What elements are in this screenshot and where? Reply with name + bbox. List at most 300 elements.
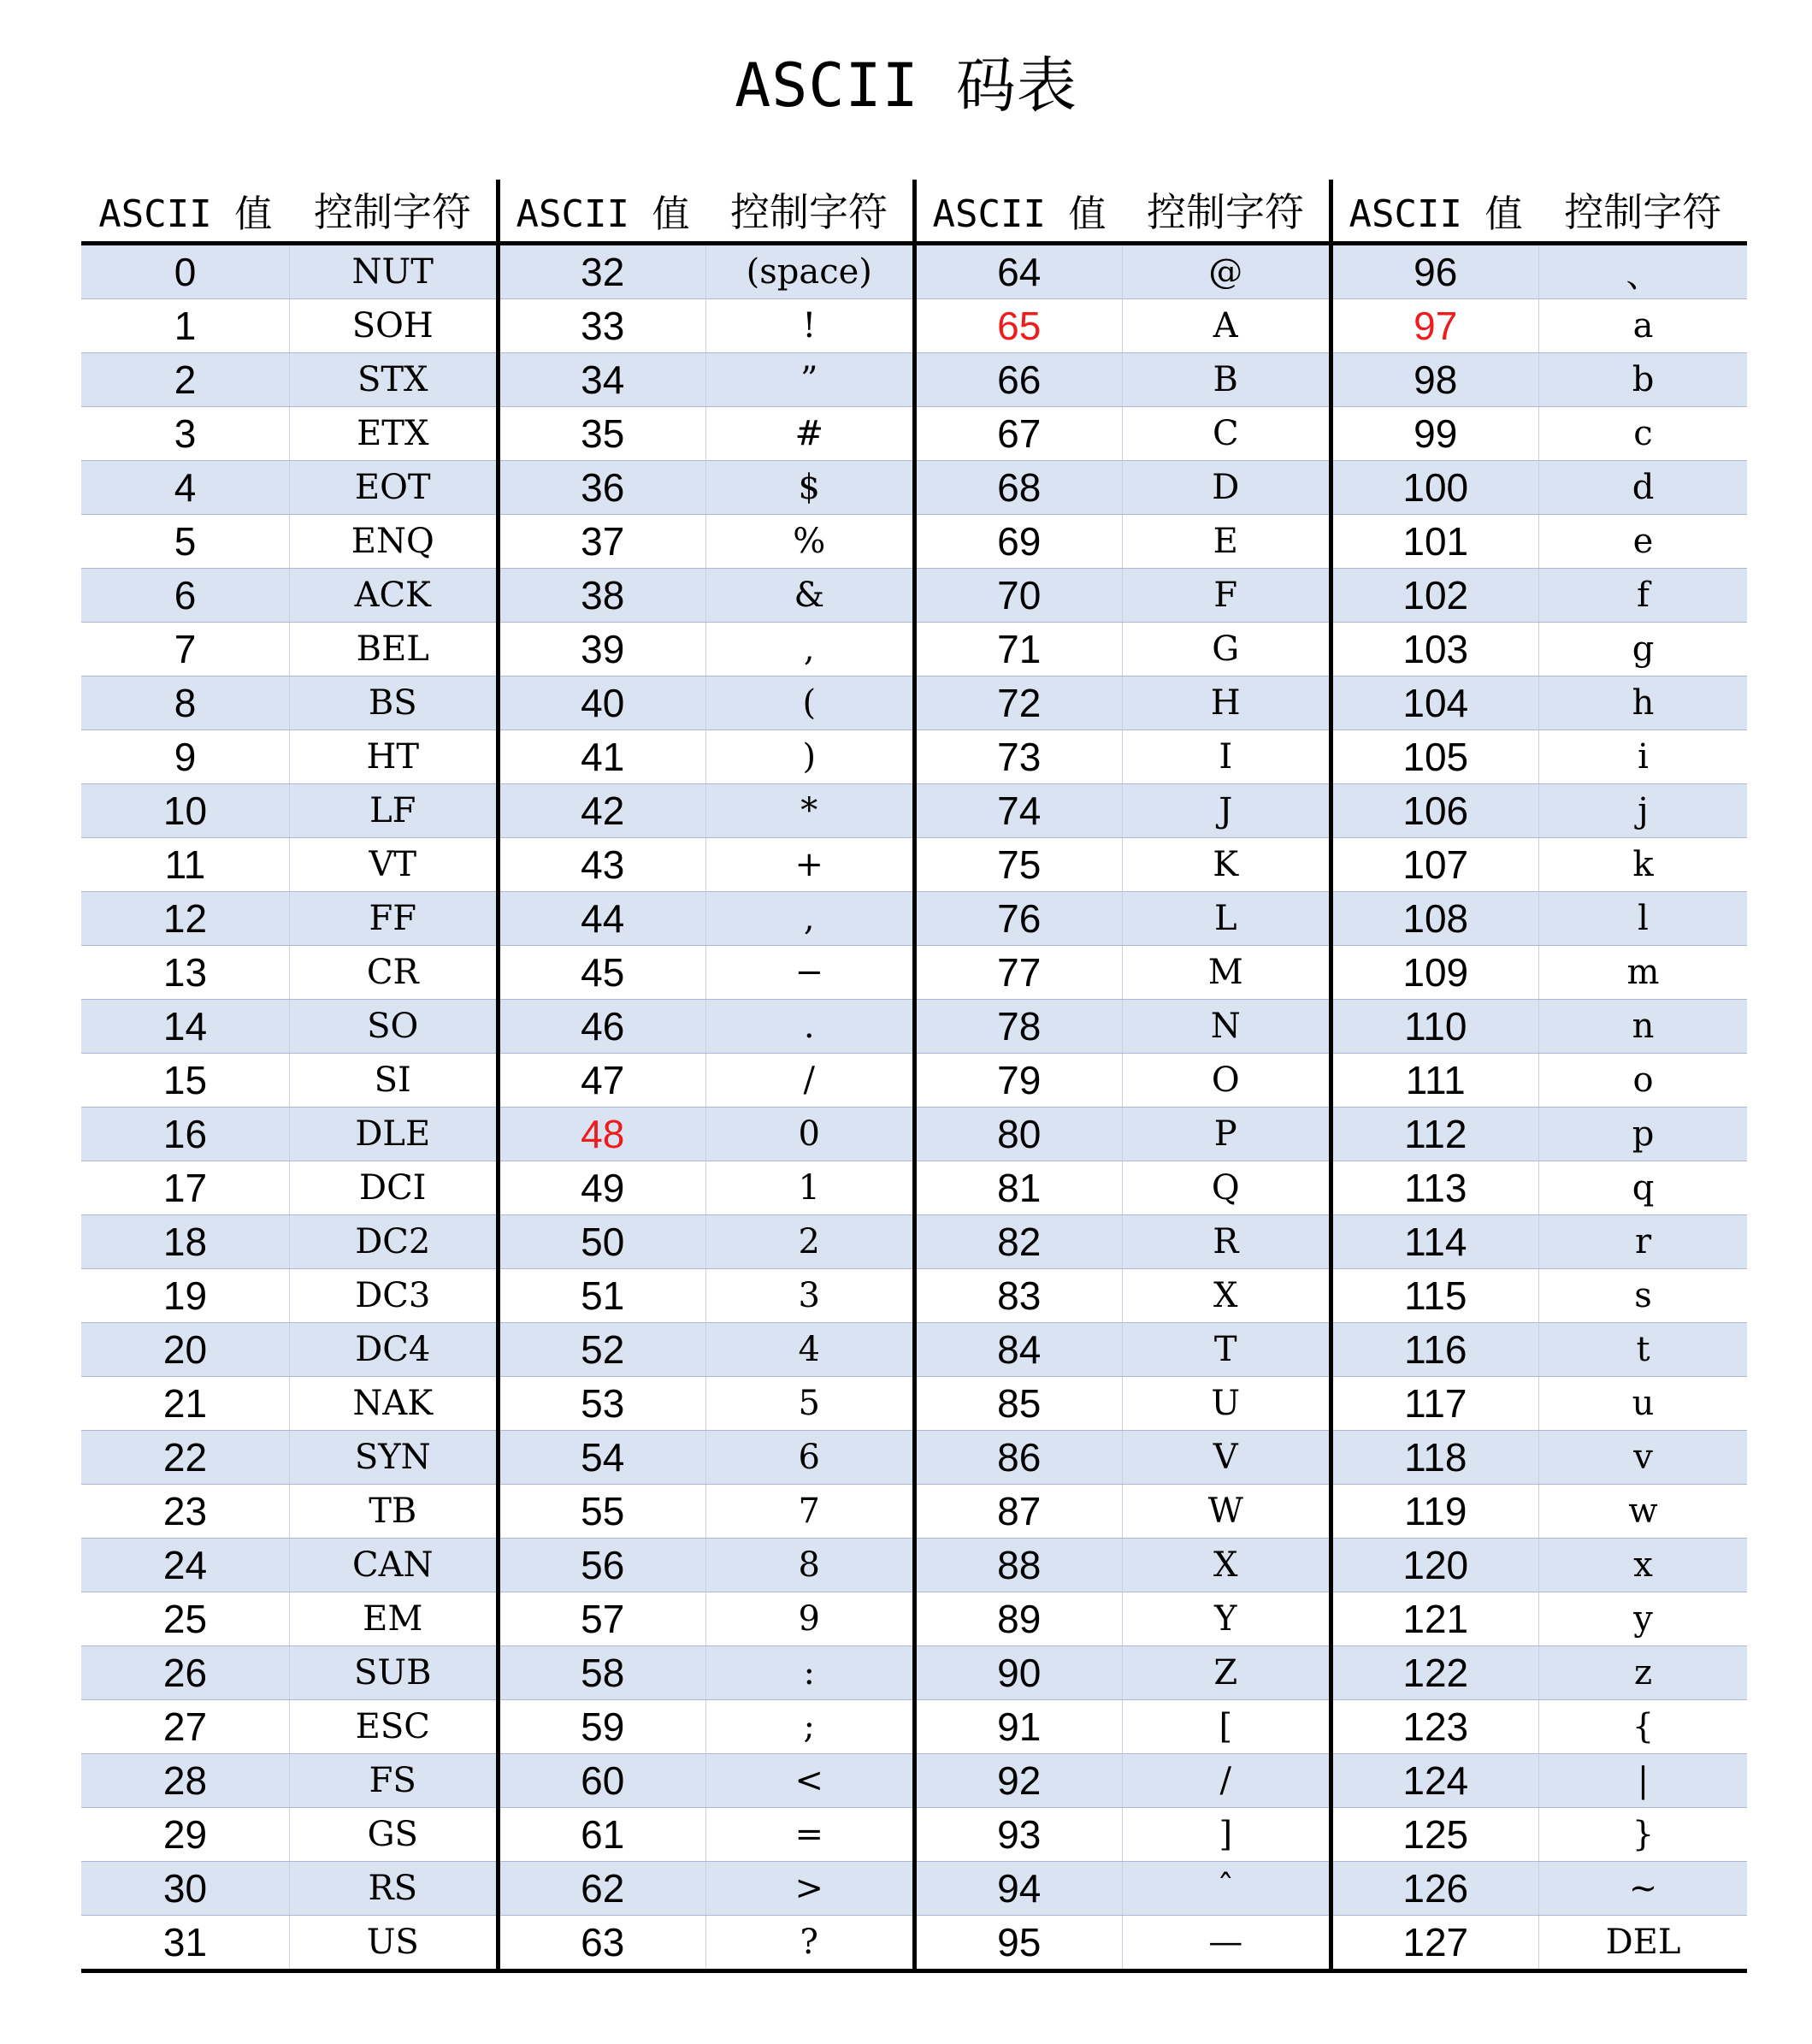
ascii-value-cell: 116 (1331, 1323, 1539, 1377)
ascii-value-cell: 65 (914, 299, 1123, 353)
ascii-value-cell: 111 (1331, 1054, 1539, 1108)
table-row (81, 1215, 1747, 1269)
control-char-cell: O (1123, 1054, 1331, 1108)
control-char-cell: ; (706, 1700, 915, 1754)
ascii-value-cell: 55 (498, 1485, 706, 1539)
control-char-cell: & (706, 569, 915, 623)
ascii-value-cell: 13 (81, 946, 290, 1000)
ascii-value-cell: 16 (81, 1108, 290, 1161)
ascii-value-cell: 41 (498, 730, 706, 784)
table-row (81, 1108, 1747, 1161)
table-row (81, 1054, 1747, 1108)
control-char-cell: G (1123, 623, 1331, 676)
header-control-char: 控制字符 (290, 180, 499, 244)
control-char-cell: g (1539, 623, 1748, 676)
table-row (81, 1754, 1747, 1808)
control-char-cell: V (1123, 1431, 1331, 1485)
control-char-cell: 4 (706, 1323, 915, 1377)
control-char-cell: NAK (290, 1377, 499, 1431)
control-char-cell: / (1123, 1754, 1331, 1808)
ascii-value-cell: 110 (1331, 1000, 1539, 1054)
header-control-char: 控制字符 (1123, 180, 1331, 244)
header-ascii-value: ASCII 值 (81, 180, 290, 244)
ascii-value-cell: 72 (914, 676, 1123, 730)
table-row (81, 892, 1747, 946)
control-char-cell: US (290, 1916, 499, 1971)
table-row (81, 1646, 1747, 1700)
ascii-value-cell: 61 (498, 1808, 706, 1862)
control-char-cell: m (1539, 946, 1748, 1000)
ascii-value-cell: 75 (914, 838, 1123, 892)
table-row (81, 730, 1747, 784)
table-row (81, 1161, 1747, 1215)
ascii-value-cell: 62 (498, 1862, 706, 1916)
ascii-value-cell: 127 (1331, 1916, 1539, 1971)
control-char-cell: W (1123, 1485, 1331, 1539)
table-row (81, 1808, 1747, 1862)
control-char-cell: R (1123, 1215, 1331, 1269)
control-char-cell: : (706, 1646, 915, 1700)
table-row (81, 299, 1747, 353)
control-char-cell: w (1539, 1485, 1748, 1539)
page-title: ASCII 码表 (735, 50, 1077, 121)
control-char-cell: E (1123, 515, 1331, 569)
control-char-cell: SYN (290, 1431, 499, 1485)
ascii-value-cell: 0 (81, 244, 290, 299)
ascii-value-cell: 59 (498, 1700, 706, 1754)
control-char-cell: D (1123, 461, 1331, 515)
control-char-cell: (space) (706, 244, 915, 299)
table-row (81, 1862, 1747, 1916)
control-char-cell: b (1539, 353, 1748, 407)
control-char-cell: + (706, 838, 915, 892)
ascii-value-cell: 79 (914, 1054, 1123, 1108)
control-char-cell: v (1539, 1431, 1748, 1485)
ascii-value-cell: 37 (498, 515, 706, 569)
header-row (81, 180, 1747, 244)
header-ascii-value: ASCII 值 (914, 180, 1123, 244)
control-char-cell: 6 (706, 1431, 915, 1485)
ascii-value-cell: 3 (81, 407, 290, 461)
ascii-value-cell: 31 (81, 1916, 290, 1971)
ascii-value-cell: 73 (914, 730, 1123, 784)
ascii-value-cell: 40 (498, 676, 706, 730)
ascii-value-cell: 76 (914, 892, 1123, 946)
control-char-cell: , (706, 892, 915, 946)
ascii-value-cell: 85 (914, 1377, 1123, 1431)
ascii-value-cell: 20 (81, 1323, 290, 1377)
control-char-cell: − (706, 946, 915, 1000)
control-char-cell: ~ (1539, 1862, 1748, 1916)
ascii-value-cell: 106 (1331, 784, 1539, 838)
control-char-cell: N (1123, 1000, 1331, 1054)
table-row (81, 1485, 1747, 1539)
ascii-value-cell: 27 (81, 1700, 290, 1754)
ascii-value-cell: 6 (81, 569, 290, 623)
control-char-cell: Z (1123, 1646, 1331, 1700)
control-char-cell: @ (1123, 244, 1331, 299)
control-char-cell: EM (290, 1592, 499, 1646)
ascii-value-cell: 4 (81, 461, 290, 515)
ascii-value-cell: 21 (81, 1377, 290, 1431)
ascii-value-cell: 108 (1331, 892, 1539, 946)
control-char-cell: 8 (706, 1539, 915, 1592)
control-char-cell: HT (290, 730, 499, 784)
ascii-value-cell: 67 (914, 407, 1123, 461)
control-char-cell: c (1539, 407, 1748, 461)
ascii-value-cell: 115 (1331, 1269, 1539, 1323)
ascii-value-cell: 64 (914, 244, 1123, 299)
ascii-value-cell: 98 (1331, 353, 1539, 407)
control-char-cell: ! (706, 299, 915, 353)
ascii-value-cell: 49 (498, 1161, 706, 1215)
ascii-value-cell: 126 (1331, 1862, 1539, 1916)
control-char-cell: z (1539, 1646, 1748, 1700)
table-row (81, 353, 1747, 407)
table-row (81, 1700, 1747, 1754)
ascii-value-cell: 33 (498, 299, 706, 353)
ascii-value-cell: 113 (1331, 1161, 1539, 1215)
ascii-value-cell: 81 (914, 1161, 1123, 1215)
ascii-value-cell: 70 (914, 569, 1123, 623)
control-char-cell: q (1539, 1161, 1748, 1215)
header-control-char: 控制字符 (1539, 180, 1748, 244)
control-char-cell: K (1123, 838, 1331, 892)
control-char-cell: u (1539, 1377, 1748, 1431)
ascii-value-cell: 103 (1331, 623, 1539, 676)
control-char-cell: e (1539, 515, 1748, 569)
control-char-cell: i (1539, 730, 1748, 784)
control-char-cell: > (706, 1862, 915, 1916)
control-char-cell: ESC (290, 1700, 499, 1754)
table-row (81, 784, 1747, 838)
control-char-cell: { (1539, 1700, 1748, 1754)
control-char-cell: LF (290, 784, 499, 838)
ascii-value-cell: 60 (498, 1754, 706, 1808)
control-char-cell: 1 (706, 1161, 915, 1215)
ascii-value-cell: 124 (1331, 1754, 1539, 1808)
ascii-value-cell: 80 (914, 1108, 1123, 1161)
control-char-cell: n (1539, 1000, 1748, 1054)
ascii-value-cell: 78 (914, 1000, 1123, 1054)
ascii-value-cell: 90 (914, 1646, 1123, 1700)
ascii-value-cell: 23 (81, 1485, 290, 1539)
ascii-value-cell: 82 (914, 1215, 1123, 1269)
control-char-cell: ˆ (1123, 1862, 1331, 1916)
control-char-cell: , (706, 623, 915, 676)
ascii-value-cell: 122 (1331, 1646, 1539, 1700)
table-row (81, 1431, 1747, 1485)
control-char-cell: VT (290, 838, 499, 892)
ascii-value-cell: 88 (914, 1539, 1123, 1592)
table-row (81, 1539, 1747, 1592)
control-char-cell: I (1123, 730, 1331, 784)
control-char-cell: EOT (290, 461, 499, 515)
table-row (81, 461, 1747, 515)
ascii-value-cell: 123 (1331, 1700, 1539, 1754)
control-char-cell: H (1123, 676, 1331, 730)
control-char-cell: d (1539, 461, 1748, 515)
ascii-value-cell: 22 (81, 1431, 290, 1485)
ascii-value-cell: 42 (498, 784, 706, 838)
control-char-cell: A (1123, 299, 1331, 353)
ascii-value-cell: 96 (1331, 244, 1539, 299)
control-char-cell: ENQ (290, 515, 499, 569)
control-char-cell: TB (290, 1485, 499, 1539)
ascii-value-cell: 29 (81, 1808, 290, 1862)
control-char-cell: ETX (290, 407, 499, 461)
control-char-cell: s (1539, 1269, 1748, 1323)
table-body (81, 244, 1747, 1971)
control-char-cell: h (1539, 676, 1748, 730)
ascii-value-cell: 71 (914, 623, 1123, 676)
control-char-cell: 、 (1539, 244, 1748, 299)
ascii-value-cell: 43 (498, 838, 706, 892)
control-char-cell: M (1123, 946, 1331, 1000)
ascii-value-cell: 46 (498, 1000, 706, 1054)
control-char-cell: 9 (706, 1592, 915, 1646)
control-char-cell: 3 (706, 1269, 915, 1323)
ascii-value-cell: 50 (498, 1215, 706, 1269)
control-char-cell: X (1123, 1269, 1331, 1323)
control-char-cell: STX (290, 353, 499, 407)
control-char-cell: Y (1123, 1592, 1331, 1646)
ascii-value-cell: 105 (1331, 730, 1539, 784)
ascii-value-cell: 119 (1331, 1485, 1539, 1539)
ascii-value-cell: 114 (1331, 1215, 1539, 1269)
ascii-value-cell: 63 (498, 1916, 706, 1971)
control-char-cell: ” (706, 353, 915, 407)
control-char-cell: ( (706, 676, 915, 730)
ascii-value-cell: 93 (914, 1808, 1123, 1862)
control-char-cell: DC3 (290, 1269, 499, 1323)
ascii-value-cell: 66 (914, 353, 1123, 407)
control-char-cell: CAN (290, 1539, 499, 1592)
ascii-value-cell: 45 (498, 946, 706, 1000)
control-char-cell: B (1123, 353, 1331, 407)
control-char-cell: ? (706, 1916, 915, 1971)
ascii-value-cell: 94 (914, 1862, 1123, 1916)
table-row (81, 407, 1747, 461)
ascii-value-cell: 15 (81, 1054, 290, 1108)
table-row (81, 1000, 1747, 1054)
control-char-cell: [ (1123, 1700, 1331, 1754)
control-char-cell: 7 (706, 1485, 915, 1539)
table-row (81, 569, 1747, 623)
control-char-cell: / (706, 1054, 915, 1108)
control-char-cell: FF (290, 892, 499, 946)
control-char-cell: y (1539, 1592, 1748, 1646)
ascii-value-cell: 2 (81, 353, 290, 407)
ascii-value-cell: 92 (914, 1754, 1123, 1808)
ascii-value-cell: 120 (1331, 1539, 1539, 1592)
header-ascii-value: ASCII 值 (1331, 180, 1539, 244)
table-row (81, 1592, 1747, 1646)
control-char-cell: x (1539, 1539, 1748, 1592)
control-char-cell: % (706, 515, 915, 569)
table-row (81, 1377, 1747, 1431)
header-control-char: 控制字符 (706, 180, 915, 244)
ascii-value-cell: 26 (81, 1646, 290, 1700)
control-char-cell: BEL (290, 623, 499, 676)
ascii-value-cell: 104 (1331, 676, 1539, 730)
ascii-value-cell: 8 (81, 676, 290, 730)
ascii-value-cell: 39 (498, 623, 706, 676)
ascii-value-cell: 69 (914, 515, 1123, 569)
ascii-value-cell: 5 (81, 515, 290, 569)
control-char-cell: SI (290, 1054, 499, 1108)
ascii-value-cell: 83 (914, 1269, 1123, 1323)
ascii-value-cell: 56 (498, 1539, 706, 1592)
ascii-value-cell: 7 (81, 623, 290, 676)
table-row (81, 676, 1747, 730)
table-row (81, 838, 1747, 892)
control-char-cell: DC2 (290, 1215, 499, 1269)
ascii-value-cell: 10 (81, 784, 290, 838)
ascii-value-cell: 87 (914, 1485, 1123, 1539)
control-char-cell: r (1539, 1215, 1748, 1269)
ascii-value-cell: 28 (81, 1754, 290, 1808)
control-char-cell: GS (290, 1808, 499, 1862)
control-char-cell: ACK (290, 569, 499, 623)
ascii-value-cell: 118 (1331, 1431, 1539, 1485)
control-char-cell: } (1539, 1808, 1748, 1862)
control-char-cell: BS (290, 676, 499, 730)
ascii-value-cell: 58 (498, 1646, 706, 1700)
control-char-cell: T (1123, 1323, 1331, 1377)
ascii-value-cell: 30 (81, 1862, 290, 1916)
control-char-cell: U (1123, 1377, 1331, 1431)
ascii-value-cell: 100 (1331, 461, 1539, 515)
ascii-value-cell: 97 (1331, 299, 1539, 353)
ascii-value-cell: 17 (81, 1161, 290, 1215)
control-char-cell: l (1539, 892, 1748, 946)
control-char-cell: t (1539, 1323, 1748, 1377)
control-char-cell: 2 (706, 1215, 915, 1269)
control-char-cell: F (1123, 569, 1331, 623)
ascii-value-cell: 19 (81, 1269, 290, 1323)
control-char-cell: J (1123, 784, 1331, 838)
table-row (81, 244, 1747, 299)
table-row (81, 515, 1747, 569)
ascii-value-cell: 117 (1331, 1377, 1539, 1431)
table-row (81, 1323, 1747, 1377)
control-char-cell: Q (1123, 1161, 1331, 1215)
ascii-value-cell: 86 (914, 1431, 1123, 1485)
control-char-cell: SUB (290, 1646, 499, 1700)
control-char-cell: * (706, 784, 915, 838)
control-char-cell: SOH (290, 299, 499, 353)
control-char-cell: p (1539, 1108, 1748, 1161)
table-row (81, 1916, 1747, 1971)
ascii-value-cell: 51 (498, 1269, 706, 1323)
control-char-cell: FS (290, 1754, 499, 1808)
ascii-value-cell: 18 (81, 1215, 290, 1269)
control-char-cell: SO (290, 1000, 499, 1054)
ascii-value-cell: 99 (1331, 407, 1539, 461)
table-row (81, 1269, 1747, 1323)
control-char-cell: DCI (290, 1161, 499, 1215)
table-row (81, 946, 1747, 1000)
ascii-value-cell: 52 (498, 1323, 706, 1377)
ascii-value-cell: 44 (498, 892, 706, 946)
ascii-value-cell: 125 (1331, 1808, 1539, 1862)
control-char-cell: RS (290, 1862, 499, 1916)
control-char-cell: < (706, 1754, 915, 1808)
header-ascii-value: ASCII 值 (498, 180, 706, 244)
ascii-value-cell: 89 (914, 1592, 1123, 1646)
ascii-value-cell: 12 (81, 892, 290, 946)
ascii-value-cell: 112 (1331, 1108, 1539, 1161)
ascii-value-cell: 74 (914, 784, 1123, 838)
ascii-value-cell: 32 (498, 244, 706, 299)
ascii-value-cell: 84 (914, 1323, 1123, 1377)
ascii-value-cell: 54 (498, 1431, 706, 1485)
control-char-cell: $ (706, 461, 915, 515)
ascii-value-cell: 47 (498, 1054, 706, 1108)
control-char-cell: L (1123, 892, 1331, 946)
ascii-value-cell: 24 (81, 1539, 290, 1592)
control-char-cell: k (1539, 838, 1748, 892)
control-char-cell: P (1123, 1108, 1331, 1161)
ascii-value-cell: 95 (914, 1916, 1123, 1971)
control-char-cell: f (1539, 569, 1748, 623)
ascii-value-cell: 91 (914, 1700, 1123, 1754)
control-char-cell: j (1539, 784, 1748, 838)
control-char-cell: C (1123, 407, 1331, 461)
control-char-cell: CR (290, 946, 499, 1000)
control-char-cell: a (1539, 299, 1748, 353)
control-char-cell: DEL (1539, 1916, 1748, 1971)
control-char-cell: DC4 (290, 1323, 499, 1377)
ascii-value-cell: 77 (914, 946, 1123, 1000)
control-char-cell: X (1123, 1539, 1331, 1592)
ascii-value-cell: 57 (498, 1592, 706, 1646)
control-char-cell: 0 (706, 1108, 915, 1161)
ascii-value-cell: 109 (1331, 946, 1539, 1000)
ascii-value-cell: 38 (498, 569, 706, 623)
control-char-cell: 5 (706, 1377, 915, 1431)
ascii-value-cell: 48 (498, 1108, 706, 1161)
control-char-cell: NUT (290, 244, 499, 299)
ascii-value-cell: 35 (498, 407, 706, 461)
control-char-cell: ] (1123, 1808, 1331, 1862)
ascii-value-cell: 107 (1331, 838, 1539, 892)
ascii-value-cell: 14 (81, 1000, 290, 1054)
ascii-value-cell: 25 (81, 1592, 290, 1646)
ascii-value-cell: 9 (81, 730, 290, 784)
ascii-value-cell: 36 (498, 461, 706, 515)
ascii-value-cell: 121 (1331, 1592, 1539, 1646)
table-row (81, 623, 1747, 676)
ascii-value-cell: 11 (81, 838, 290, 892)
control-char-cell: DLE (290, 1108, 499, 1161)
ascii-value-cell: 101 (1331, 515, 1539, 569)
control-char-cell: ) (706, 730, 915, 784)
control-char-cell: — (1123, 1916, 1331, 1971)
ascii-value-cell: 53 (498, 1377, 706, 1431)
control-char-cell: . (706, 1000, 915, 1054)
ascii-value-cell: 68 (914, 461, 1123, 515)
ascii-value-cell: 34 (498, 353, 706, 407)
control-char-cell: # (706, 407, 915, 461)
ascii-value-cell: 1 (81, 299, 290, 353)
control-char-cell: o (1539, 1054, 1748, 1108)
control-char-cell: | (1539, 1754, 1748, 1808)
control-char-cell: = (706, 1808, 915, 1862)
ascii-value-cell: 102 (1331, 569, 1539, 623)
ascii-table (81, 180, 1747, 1973)
